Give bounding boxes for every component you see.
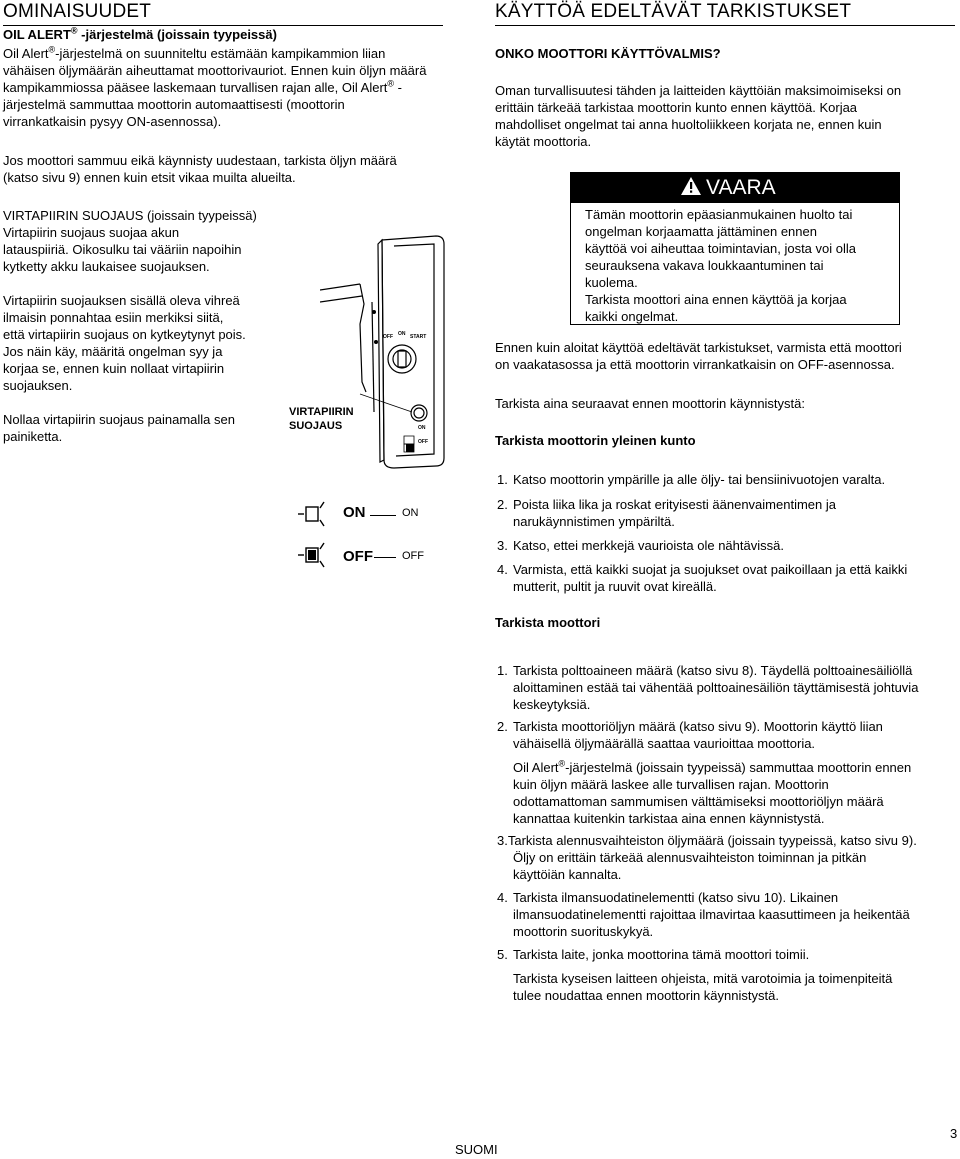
off-big-label: OFF: [343, 548, 373, 565]
general-check-title: Tarkista moottorin yleinen kunto: [495, 433, 696, 448]
oil-alert-paragraph: Oil Alert®-järjestelmä on suunniteltu estämään kampikammion liian vähäisen öljymäärän aiheuttamat moottorivauriot. Ennen kuin öljyn määrä kampikammiossa pääsee laskemaan turvallisen rajan alle, Oil Alert® - järjestelmä sammuttaa moottorin automaattisesti (moottorin virrankatkaisin pysyy ON-asennossa).: [3, 44, 427, 129]
on-label: ON: [402, 507, 419, 519]
oil-alert-title: OIL ALERT® -järjestelmä (joissain tyypeissä): [3, 25, 277, 42]
panel-label-start: START: [410, 334, 427, 340]
features-heading: OMINAISUUDET: [3, 1, 152, 22]
engine-stop-paragraph: Jos moottori sammuu eikä käynnisty uudestaan, tarkista öljyn määrä (katso sivu 9) ennen kuin etsit vikaa muilta alueilta.: [3, 153, 397, 185]
always-check-text: Tarkista aina seuraavat ennen moottorin käynnistystä:: [495, 396, 806, 411]
off-line: [374, 557, 396, 558]
panel-label-on-small: ON: [418, 425, 426, 431]
panel-label-off: OFF: [383, 334, 393, 340]
warning-header: [570, 172, 900, 203]
off-switch-icon: [296, 541, 336, 575]
breaker-callout: VIRTAPIIRIN SUOJAUS: [289, 406, 354, 432]
panel-label-on: ON: [398, 331, 406, 337]
ready-paragraph: Oman turvallisuutesi tähden ja laitteiden käyttöiän maksimoimiseksi on erittäin tärkeää tarkistaa moottorin kunto ennen käyttöä. Korjaa mahdolliset ongelmat tai anna huoltoliikkeen korjata ne, ennen kuin käytät moottoria.: [495, 83, 902, 149]
warning-title: VAARA: [706, 176, 776, 199]
breaker-title: VIRTAPIIRIN SUOJAUS (joissain tyypeissä): [3, 208, 257, 223]
control-panel-illustration: [320, 232, 450, 472]
on-big-label: ON: [343, 504, 366, 521]
panel-label-off-small: OFF: [418, 439, 428, 445]
breaker-section: VIRTAPIIRIN SUOJAUS (joissain tyypeissä) Virtapiirin suojaus suojaa akun latauspiiriä. Oikosulku tai vääriin napoihin kytketty akku laukaisee suojauksen. Virtapiirin suojauksen sisällä oleva vihreä ilmaisin ponnahtaa esiin merkiksi siitä, että virtapiirin suojaus on kytkeytynyt pois. Jos näin käy, määritä ongelman syy ja korjaa se, ennen kuin nollaat virtapiirin suojauksen. Nollaa virtapiirin suojaus painamalla sen painiketta.: [3, 207, 283, 445]
on-switch-icon: [296, 500, 336, 534]
engine-check-title: Tarkista moottori: [495, 615, 601, 630]
footer-language: SUOMI: [455, 1142, 498, 1157]
on-line: [370, 515, 396, 516]
off-label: OFF: [402, 550, 424, 562]
list-item: 3.Tarkista alennusvaihteiston öljymäärä (joissain tyypeissä, katso sivu 9). Öljy on erittäin tärkeää alennusvaihteiston toiminnan ja pitkän käyttöiän kannalta.: [497, 833, 917, 882]
pre-operation-heading: KÄYTTÖÄ EDELTÄVÄT TARKISTUKSET: [495, 1, 852, 22]
warning-text: Tämän moottorin epäasianmukainen huolto tai ongelman korjaamatta jättäminen ennen käyttöä voi aiheuttaa toimintavian, josta voi olla seurauksena vakava loukkaantuminen tai kuolema. Tarkista moottori aina ennen käyttöä ja korjaa kaikki ongelmat.: [585, 207, 856, 324]
before-paragraph: Ennen kuin aloitat käyttöä edeltävät tarkistukset, varmista että moottori on vaakatasossa ja että moottorin virrankatkaisin on OFF-asennossa.: [495, 340, 902, 372]
warning-triangle-icon: [680, 176, 702, 196]
ready-title: ONKO MOOTTORI KÄYTTÖVALMIS?: [495, 46, 721, 61]
warning-box: [570, 203, 900, 325]
right-heading-rule: [495, 25, 955, 26]
page-number: 3: [950, 1126, 958, 1141]
